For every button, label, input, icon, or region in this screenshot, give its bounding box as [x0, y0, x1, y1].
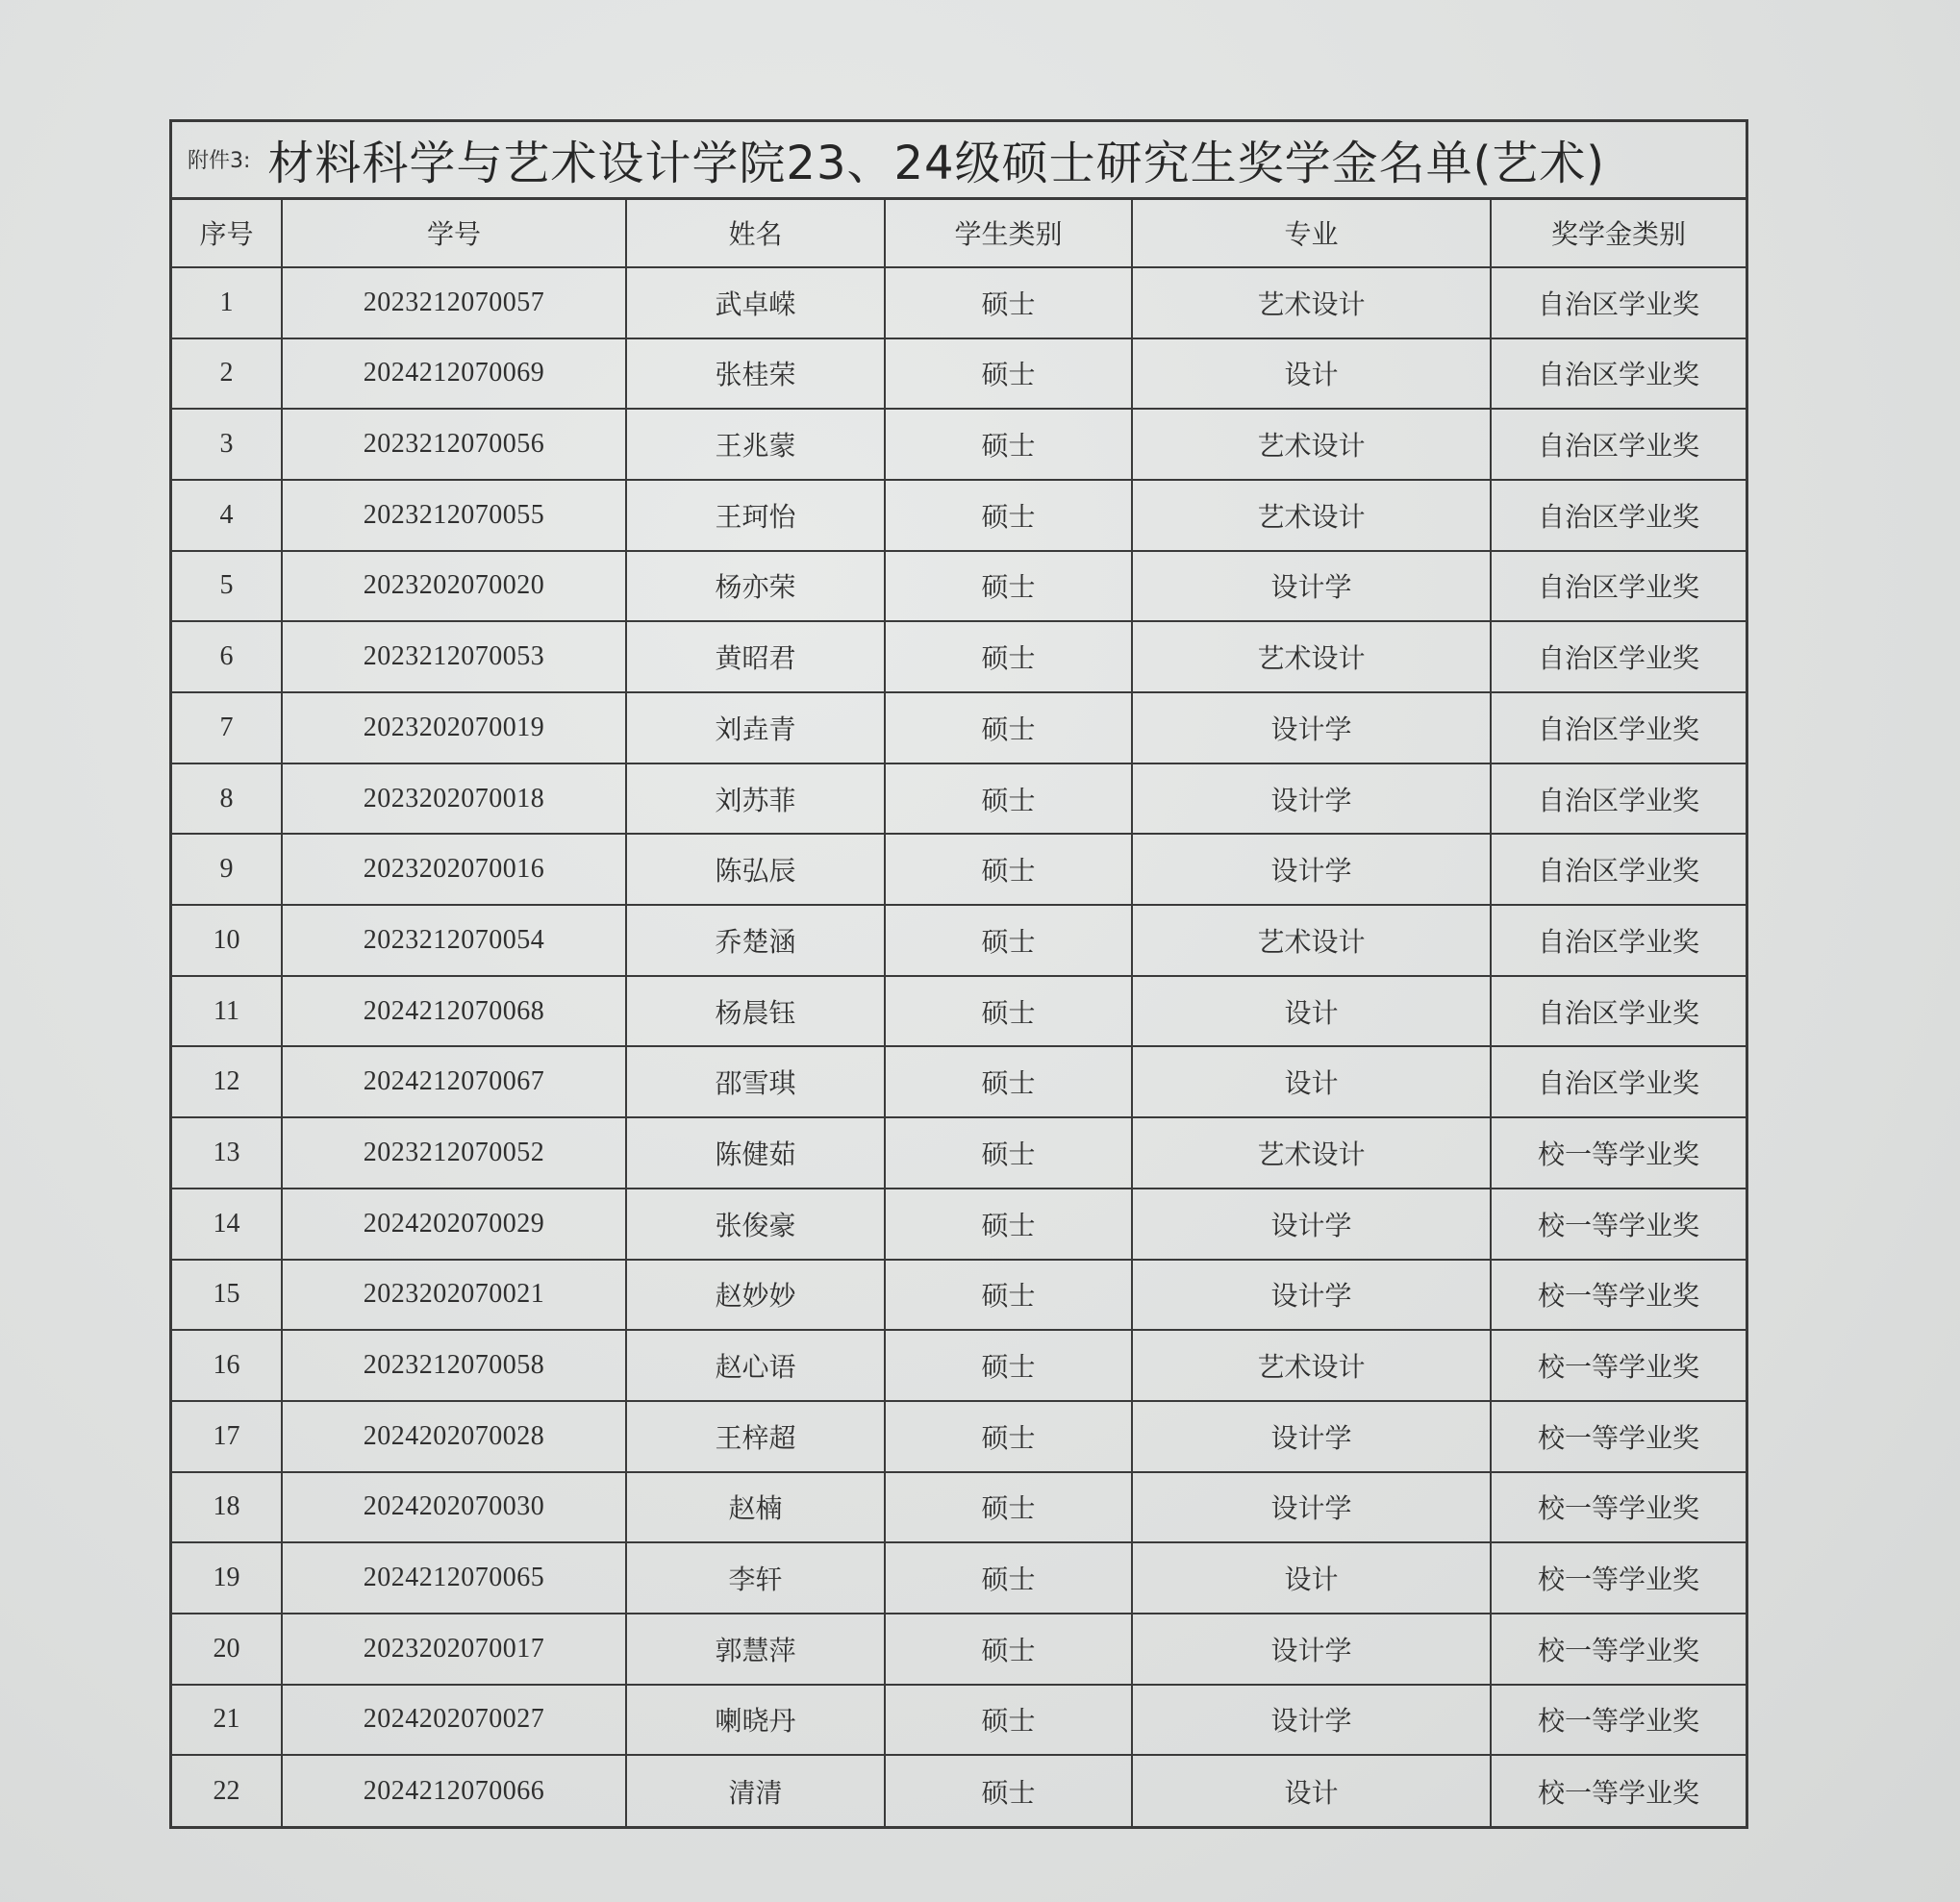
cell-name: 王珂怡 — [626, 480, 885, 551]
table-row — [172, 1117, 1746, 1189]
cell-name: 武卓嵘 — [626, 267, 885, 338]
cell-award: 校一等学业奖 — [1491, 1755, 1746, 1826]
cell-major: 设计 — [1132, 1542, 1491, 1614]
cell-student-id: 2023202070016 — [282, 834, 626, 905]
scholarship-list-sheet — [169, 119, 1748, 1829]
cell-seq: 20 — [172, 1614, 282, 1685]
cell-seq: 2 — [172, 338, 282, 410]
cell-major: 艺术设计 — [1132, 267, 1491, 338]
cell-award: 校一等学业奖 — [1491, 1330, 1746, 1401]
cell-student-type: 硕士 — [885, 1330, 1132, 1401]
cell-seq: 15 — [172, 1260, 282, 1331]
cell-award: 校一等学业奖 — [1491, 1542, 1746, 1614]
cell-major: 设计学 — [1132, 834, 1491, 905]
cell-major: 设计学 — [1132, 1685, 1491, 1756]
cell-name: 喇晓丹 — [626, 1685, 885, 1756]
table-row — [172, 1472, 1746, 1543]
cell-seq: 1 — [172, 267, 282, 338]
table-row — [172, 692, 1746, 763]
cell-name: 清清 — [626, 1755, 885, 1826]
cell-seq: 4 — [172, 480, 282, 551]
header-award: 奖学金类别 — [1491, 200, 1746, 267]
cell-student-id: 2024212070069 — [282, 338, 626, 410]
cell-name: 郭慧萍 — [626, 1614, 885, 1685]
cell-student-type: 硕士 — [885, 1401, 1132, 1472]
table-row — [172, 1330, 1746, 1401]
cell-award: 自治区学业奖 — [1491, 692, 1746, 763]
cell-seq: 8 — [172, 763, 282, 835]
cell-name: 杨晨钰 — [626, 976, 885, 1047]
cell-student-type: 硕士 — [885, 551, 1132, 622]
table-row — [172, 1189, 1746, 1260]
cell-student-id: 2024202070027 — [282, 1685, 626, 1756]
cell-seq: 9 — [172, 834, 282, 905]
cell-seq: 16 — [172, 1330, 282, 1401]
cell-major: 艺术设计 — [1132, 1330, 1491, 1401]
cell-student-type: 硕士 — [885, 338, 1132, 410]
cell-name: 邵雪琪 — [626, 1046, 885, 1117]
cell-student-id: 2023212070058 — [282, 1330, 626, 1401]
cell-student-type: 硕士 — [885, 1117, 1132, 1189]
cell-student-type: 硕士 — [885, 480, 1132, 551]
table-row — [172, 1046, 1746, 1117]
header-student-id: 学号 — [282, 200, 626, 267]
cell-award: 校一等学业奖 — [1491, 1401, 1746, 1472]
cell-award: 校一等学业奖 — [1491, 1614, 1746, 1685]
cell-student-id: 2024212070065 — [282, 1542, 626, 1614]
cell-major: 设计 — [1132, 1046, 1491, 1117]
cell-major: 设计学 — [1132, 763, 1491, 835]
cell-student-id: 2023212070052 — [282, 1117, 626, 1189]
table-row — [172, 976, 1746, 1047]
cell-student-type: 硕士 — [885, 692, 1132, 763]
cell-student-type: 硕士 — [885, 1260, 1132, 1331]
cell-name: 乔楚涵 — [626, 905, 885, 976]
cell-student-id: 2023202070019 — [282, 692, 626, 763]
cell-student-id: 2024212070066 — [282, 1755, 626, 1826]
cell-name: 赵妙妙 — [626, 1260, 885, 1331]
cell-name: 陈健茹 — [626, 1117, 885, 1189]
header-student-type: 学生类别 — [885, 200, 1132, 267]
cell-student-type: 硕士 — [885, 905, 1132, 976]
header-major: 专业 — [1132, 200, 1491, 267]
cell-award: 校一等学业奖 — [1491, 1260, 1746, 1331]
cell-student-id: 2023212070057 — [282, 267, 626, 338]
header-seq: 序号 — [172, 200, 282, 267]
cell-student-type: 硕士 — [885, 1046, 1132, 1117]
table-row — [172, 480, 1746, 551]
cell-major: 设计学 — [1132, 1614, 1491, 1685]
cell-award: 自治区学业奖 — [1491, 763, 1746, 835]
cell-seq: 3 — [172, 409, 282, 480]
table-body — [172, 267, 1746, 1826]
attachment-label: 附件3: — [188, 149, 251, 174]
cell-seq: 18 — [172, 1472, 282, 1543]
cell-name: 王梓超 — [626, 1401, 885, 1472]
cell-major: 设计学 — [1132, 1401, 1491, 1472]
cell-award: 校一等学业奖 — [1491, 1685, 1746, 1756]
document-title: 材料科学与艺术设计学院23、24级硕士研究生奖学金名单(艺术) — [267, 137, 1606, 191]
table-row — [172, 1685, 1746, 1756]
cell-name: 刘垚青 — [626, 692, 885, 763]
cell-major: 设计学 — [1132, 1472, 1491, 1543]
cell-name: 赵楠 — [626, 1472, 885, 1543]
cell-student-id: 2023202070017 — [282, 1614, 626, 1685]
cell-major: 设计 — [1132, 338, 1491, 410]
cell-award: 自治区学业奖 — [1491, 480, 1746, 551]
table-header-row — [172, 200, 1746, 267]
cell-major: 设计学 — [1132, 1260, 1491, 1331]
table-row — [172, 1614, 1746, 1685]
cell-award: 自治区学业奖 — [1491, 267, 1746, 338]
cell-seq: 22 — [172, 1755, 282, 1826]
cell-student-id: 2023212070053 — [282, 621, 626, 692]
cell-seq: 21 — [172, 1685, 282, 1756]
table-row — [172, 1755, 1746, 1826]
table-row — [172, 1260, 1746, 1331]
cell-major: 艺术设计 — [1132, 621, 1491, 692]
cell-seq: 13 — [172, 1117, 282, 1189]
table-row — [172, 409, 1746, 480]
cell-major: 设计学 — [1132, 692, 1491, 763]
cell-award: 自治区学业奖 — [1491, 621, 1746, 692]
table-row — [172, 267, 1746, 338]
cell-award: 自治区学业奖 — [1491, 905, 1746, 976]
cell-student-type: 硕士 — [885, 1755, 1132, 1826]
cell-student-id: 2024212070067 — [282, 1046, 626, 1117]
scholarship-table — [172, 200, 1746, 1826]
cell-award: 校一等学业奖 — [1491, 1189, 1746, 1260]
cell-student-type: 硕士 — [885, 1614, 1132, 1685]
cell-major: 艺术设计 — [1132, 905, 1491, 976]
cell-seq: 19 — [172, 1542, 282, 1614]
cell-student-type: 硕士 — [885, 409, 1132, 480]
cell-major: 艺术设计 — [1132, 409, 1491, 480]
table-row — [172, 834, 1746, 905]
cell-student-id: 2024202070028 — [282, 1401, 626, 1472]
cell-student-type: 硕士 — [885, 763, 1132, 835]
cell-seq: 11 — [172, 976, 282, 1047]
cell-student-id: 2023202070020 — [282, 551, 626, 622]
cell-student-id: 2024202070029 — [282, 1189, 626, 1260]
cell-seq: 5 — [172, 551, 282, 622]
cell-student-type: 硕士 — [885, 1189, 1132, 1260]
cell-major: 设计 — [1132, 1755, 1491, 1826]
header-name: 姓名 — [626, 200, 885, 267]
cell-student-type: 硕士 — [885, 621, 1132, 692]
cell-seq: 12 — [172, 1046, 282, 1117]
table-row — [172, 905, 1746, 976]
cell-student-type: 硕士 — [885, 1685, 1132, 1756]
cell-name: 张俊豪 — [626, 1189, 885, 1260]
cell-award: 自治区学业奖 — [1491, 338, 1746, 410]
cell-name: 陈弘辰 — [626, 834, 885, 905]
cell-award: 校一等学业奖 — [1491, 1472, 1746, 1543]
cell-major: 艺术设计 — [1132, 480, 1491, 551]
cell-major: 设计 — [1132, 976, 1491, 1047]
cell-seq: 17 — [172, 1401, 282, 1472]
cell-major: 设计学 — [1132, 551, 1491, 622]
cell-student-type: 硕士 — [885, 976, 1132, 1047]
table-row — [172, 1401, 1746, 1472]
cell-award: 自治区学业奖 — [1491, 976, 1746, 1047]
cell-award: 自治区学业奖 — [1491, 551, 1746, 622]
table-row — [172, 338, 1746, 410]
cell-student-type: 硕士 — [885, 1542, 1132, 1614]
cell-name: 杨亦荣 — [626, 551, 885, 622]
cell-student-id: 2023212070056 — [282, 409, 626, 480]
cell-major: 艺术设计 — [1132, 1117, 1491, 1189]
cell-award: 自治区学业奖 — [1491, 409, 1746, 480]
cell-name: 黄昭君 — [626, 621, 885, 692]
cell-student-type: 硕士 — [885, 834, 1132, 905]
table-row — [172, 1542, 1746, 1614]
cell-name: 赵心语 — [626, 1330, 885, 1401]
cell-major: 设计学 — [1132, 1189, 1491, 1260]
cell-student-id: 2023212070055 — [282, 480, 626, 551]
cell-seq: 7 — [172, 692, 282, 763]
cell-name: 王兆蒙 — [626, 409, 885, 480]
cell-student-id: 2024212070068 — [282, 976, 626, 1047]
cell-award: 自治区学业奖 — [1491, 834, 1746, 905]
cell-name: 刘苏菲 — [626, 763, 885, 835]
cell-name: 李轩 — [626, 1542, 885, 1614]
cell-student-id: 2024202070030 — [282, 1472, 626, 1543]
cell-seq: 6 — [172, 621, 282, 692]
cell-student-type: 硕士 — [885, 1472, 1132, 1543]
table-row — [172, 551, 1746, 622]
cell-award: 自治区学业奖 — [1491, 1046, 1746, 1117]
cell-student-id: 2023202070018 — [282, 763, 626, 835]
cell-award: 校一等学业奖 — [1491, 1117, 1746, 1189]
cell-student-type: 硕士 — [885, 267, 1132, 338]
cell-seq: 10 — [172, 905, 282, 976]
title-row — [172, 122, 1746, 200]
cell-student-id: 2023212070054 — [282, 905, 626, 976]
cell-seq: 14 — [172, 1189, 282, 1260]
table-row — [172, 621, 1746, 692]
cell-name: 张桂荣 — [626, 338, 885, 410]
table-row — [172, 763, 1746, 835]
cell-student-id: 2023202070021 — [282, 1260, 626, 1331]
